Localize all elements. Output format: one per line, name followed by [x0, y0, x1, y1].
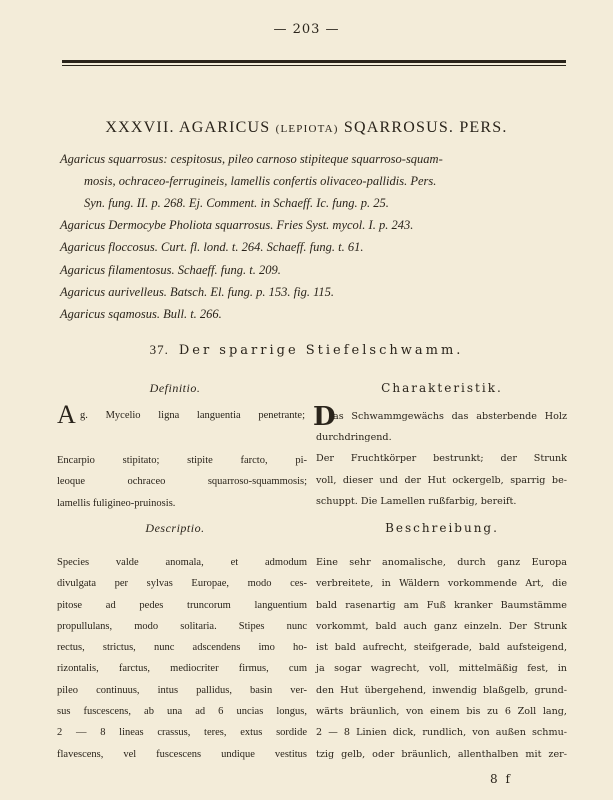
- synonym-line: Agaricus sqamosus. Bull. t. 266.: [60, 307, 222, 321]
- text-line: rizontalis, farctus, mediocriter firmus, cum: [57, 663, 307, 675]
- page-number: — 203 —: [273, 22, 340, 37]
- definitio-dropcap: A: [57, 400, 76, 429]
- definitio-text: [57, 450, 307, 514]
- text-line: durchdringend.: [316, 432, 392, 443]
- text-line: vorkommt, bald auch ganz einzeln. Der Strunk: [316, 620, 567, 632]
- charakteristik-text: [316, 427, 567, 512]
- species-title: [0, 119, 613, 137]
- synonym-line: Agaricus aurivelleus. Batsch. El. fung. p. 153. fig. 115.: [60, 285, 335, 299]
- text-line: bald rasenartig am Fuß kranker Baumstämme: [316, 599, 567, 611]
- text-line: lamellis fuligineo-pruinosis.: [57, 497, 176, 509]
- text-line: leoque ochraceo squarroso-squammosis;: [57, 476, 307, 488]
- text-line: rectus, strictus, nunc adscendens imo ho-: [57, 642, 307, 654]
- title-subgenus: (LEPIOTA): [275, 123, 339, 135]
- text-line: divulgata per sylvas Europae, modo ces-: [57, 578, 307, 590]
- title-genus: XXXVII. AGARICUS: [105, 119, 276, 136]
- chapter-number: 37.: [149, 342, 169, 357]
- text-line: schuppt. Die Lamellen rußfarbig, bereift.: [316, 495, 517, 507]
- catchword: 8 f: [490, 772, 512, 786]
- text-line: propullulans, modo solitaria. Stipes nunc: [57, 620, 307, 632]
- text-line: wärts bräunlich, von einem bis zu 6 Zoll lang,: [316, 706, 567, 718]
- text-line: voll, dieser und der Hut ockergelb, sparrig be-: [316, 474, 567, 486]
- title-species: SQARROSUS. PERS.: [338, 119, 508, 136]
- synonym-line: Agaricus floccosus. Curt. fl. lond. t. 264. Schaeff. fung. t. 61.: [60, 240, 364, 254]
- synonym-line: mosis, ochraceo-ferrugineis, lamellis confertis olivaceo-pallidis. Pers.: [84, 174, 437, 188]
- header-rule-thin: [62, 65, 566, 66]
- text-line: den Hut übergehend, inwendig blaßgelb, grund-: [316, 684, 567, 696]
- chapter-heading: [0, 342, 613, 358]
- text-line: pileo continuus, intus pallidus, basin ver-: [57, 684, 307, 696]
- text-line: 2 — 8 Linien dick, rundlich, von außen schmu-: [316, 727, 567, 739]
- text-line: tzig gelb, oder bräunlich, allenthalben mit zer-: [316, 748, 567, 760]
- text-line: sus fuscescens, ab una ad 6 uncias longus,: [57, 706, 307, 718]
- beschreibung-text: [316, 552, 567, 765]
- text-line: Eine sehr anomalische, durch ganz Europa: [316, 557, 567, 568]
- chapter-german-title: Der sparrige Stiefelschwamm.: [178, 343, 464, 358]
- text-line: Species valde anomala, et admodum: [57, 557, 307, 568]
- charakteristik-first-line: as Schwammgewächs das absterbende Holz: [333, 411, 567, 422]
- text-line: Encarpio stipitato; stipite farcto, pi-: [57, 455, 307, 466]
- text-line: Der Fruchtkörper bestrunkt; der Strunk: [316, 453, 567, 465]
- charakteristik-heading: Charakteristik.: [381, 381, 503, 395]
- charakteristik-dropcap: D: [313, 402, 336, 432]
- text-line: verbreitete, in Wäldern vorkommende Art, die: [316, 578, 567, 590]
- synonym-line: Agaricus Dermocybe Pholiota squarrosus. Fries Syst. mycol. I. p. 243.: [60, 218, 414, 232]
- text-line: 2 — 8 lineas crassus, teres, extus sordide: [57, 727, 307, 739]
- definitio-heading: Definitio.: [149, 381, 201, 395]
- beschreibung-heading: Beschreibung.: [385, 521, 499, 535]
- text-line: ist bald aufrecht, steifgerade, bald aufsteigend,: [316, 642, 567, 654]
- text-line: ja sogar wagrecht, voll, mittelmäßig fest, in: [316, 663, 567, 675]
- text-line: pitose ad pedes truncorum languentium: [57, 599, 307, 611]
- descriptio-text: [57, 552, 307, 765]
- synonym-line: Agaricus squarrosus: cespitosus, pileo carnoso stipiteque squarroso-squam-: [60, 152, 443, 166]
- definitio-first-line: g. Mycelio ligna languentia penetrante;: [80, 410, 305, 421]
- header-rule-thick: [62, 60, 566, 63]
- descriptio-heading: Descriptio.: [145, 521, 205, 535]
- synonym-line: Agaricus filamentosus. Schaeff. fung. t. 209.: [60, 263, 281, 277]
- synonym-line: Syn. fung. II. p. 268. Ej. Comment. in Schaeff. Ic. fung. p. 25.: [84, 196, 389, 210]
- text-line: flavescens, vel fuscescens undique vestitus: [57, 748, 307, 760]
